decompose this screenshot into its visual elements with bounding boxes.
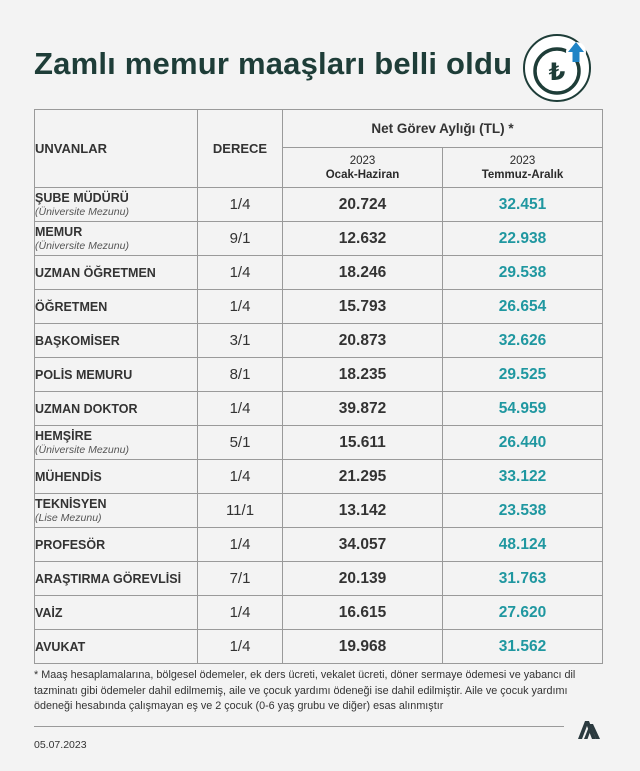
salary-jan-jun-cell: 18.235 xyxy=(283,358,443,392)
title-note: (Üniversite Mezunu) xyxy=(35,239,129,252)
title-note: (Lise Mezunu) xyxy=(35,511,102,524)
salary-jan-jun-cell: 19.968 xyxy=(283,630,443,664)
title-text: TEKNİSYEN xyxy=(35,496,107,511)
table-row xyxy=(35,494,603,528)
salary-jul-dec-cell: 23.538 xyxy=(443,494,603,528)
title-text: POLİS MEMURU xyxy=(35,367,133,382)
title-text: VAİZ xyxy=(35,605,63,620)
salary-jul-dec-cell: 22.938 xyxy=(443,222,603,256)
table-row xyxy=(35,562,603,596)
salary-jan-jun-cell: 15.611 xyxy=(283,426,443,460)
period-year: 2023 xyxy=(349,154,376,167)
salary-jul-dec-cell: 33.122 xyxy=(443,460,603,494)
title-cell xyxy=(35,392,198,426)
title-cell xyxy=(35,256,198,290)
title-cell xyxy=(35,494,198,528)
period-name: Ocak-Haziran xyxy=(325,168,400,181)
title-text: UZMAN DOKTOR xyxy=(35,401,138,416)
title-text: MEMUR xyxy=(35,224,83,239)
degree-cell: 1/4 xyxy=(198,528,283,562)
table-row xyxy=(35,188,603,222)
publish-date: 05.07.2023 xyxy=(34,739,87,751)
title-text: ÖĞRETMEN xyxy=(35,299,108,314)
salary-jul-dec-cell: 48.124 xyxy=(443,528,603,562)
degree-cell: 8/1 xyxy=(198,358,283,392)
salary-jul-dec-cell: 54.959 xyxy=(443,392,603,426)
title-text: HEMŞİRE xyxy=(35,428,92,443)
salary-jul-dec-cell: 32.451 xyxy=(443,188,603,222)
salary-jul-dec-cell: 26.440 xyxy=(443,426,603,460)
table-row xyxy=(35,256,603,290)
table-row xyxy=(35,426,603,460)
column-header-title: UNVANLAR xyxy=(35,110,198,188)
salary-jul-dec-cell: 29.525 xyxy=(443,358,603,392)
salary-jan-jun-cell: 20.139 xyxy=(283,562,443,596)
lira-up-arrow-icon xyxy=(521,32,593,104)
table-row xyxy=(35,630,603,664)
salary-jul-dec-cell: 27.620 xyxy=(443,596,603,630)
title-cell xyxy=(35,358,198,392)
column-header-degree: DERECE xyxy=(198,110,283,188)
salary-jan-jun-cell: 15.793 xyxy=(283,290,443,324)
period-year: 2023 xyxy=(509,154,536,167)
title-cell xyxy=(35,426,198,460)
title-cell xyxy=(35,222,198,256)
degree-cell: 1/4 xyxy=(198,596,283,630)
table-row xyxy=(35,596,603,630)
salary-table xyxy=(34,109,603,664)
title-text: BAŞKOMİSER xyxy=(35,333,120,348)
degree-cell: 1/4 xyxy=(198,392,283,426)
degree-cell: 9/1 xyxy=(198,222,283,256)
table-row xyxy=(35,324,603,358)
title-text: MÜHENDİS xyxy=(35,469,102,484)
salary-jan-jun-cell: 13.142 xyxy=(283,494,443,528)
title-cell xyxy=(35,528,198,562)
salary-jan-jun-cell: 16.615 xyxy=(283,596,443,630)
salary-jul-dec-cell: 29.538 xyxy=(443,256,603,290)
degree-cell: 1/4 xyxy=(198,290,283,324)
title-note: (Üniversite Mezunu) xyxy=(35,443,129,456)
title-cell xyxy=(35,290,198,324)
footer-divider xyxy=(34,726,564,727)
table-row xyxy=(35,460,603,494)
salary-jul-dec-cell: 32.626 xyxy=(443,324,603,358)
aa-logo-icon xyxy=(576,717,602,743)
table-row xyxy=(35,222,603,256)
title-cell xyxy=(35,188,198,222)
degree-cell: 3/1 xyxy=(198,324,283,358)
title-cell xyxy=(35,562,198,596)
title-note: (Üniversite Mezunu) xyxy=(35,205,129,218)
degree-cell: 1/4 xyxy=(198,256,283,290)
column-header-jan-jun xyxy=(283,148,443,188)
svg-text:₺: ₺ xyxy=(548,58,566,86)
title-text: PROFESÖR xyxy=(35,537,106,552)
table-row xyxy=(35,528,603,562)
salary-jul-dec-cell: 31.763 xyxy=(443,562,603,596)
table-row xyxy=(35,290,603,324)
salary-jan-jun-cell: 12.632 xyxy=(283,222,443,256)
salary-jul-dec-cell: 31.562 xyxy=(443,630,603,664)
degree-cell: 1/4 xyxy=(198,460,283,494)
title-text: UZMAN ÖĞRETMEN xyxy=(35,265,156,280)
title-cell xyxy=(35,630,198,664)
title-cell xyxy=(35,460,198,494)
degree-cell: 7/1 xyxy=(198,562,283,596)
page-title: Zamlı memur maaşları belli oldu xyxy=(34,46,513,81)
degree-cell: 5/1 xyxy=(198,426,283,460)
title-cell xyxy=(35,324,198,358)
degree-cell: 11/1 xyxy=(198,494,283,528)
period-name: Temmuz-Aralık xyxy=(481,168,564,181)
salary-jan-jun-cell: 21.295 xyxy=(283,460,443,494)
table-row xyxy=(35,358,603,392)
title-text: ARAŞTIRMA GÖREVLİSİ xyxy=(35,571,182,586)
salary-jan-jun-cell: 20.724 xyxy=(283,188,443,222)
column-header-jul-dec xyxy=(443,148,603,188)
degree-cell: 1/4 xyxy=(198,188,283,222)
salary-jan-jun-cell: 18.246 xyxy=(283,256,443,290)
salary-jan-jun-cell: 34.057 xyxy=(283,528,443,562)
salary-jan-jun-cell: 20.873 xyxy=(283,324,443,358)
salary-jan-jun-cell: 39.872 xyxy=(283,392,443,426)
column-header-net-salary: Net Görev Aylığı (TL) * xyxy=(283,110,603,148)
footnote: * Maaş hesaplamalarına, bölgesel ödemeler, ek ders ücreti, vekalet ücreti, döner sermaye ödemesi ve yabancı dil tazminatı gibi ödemeler dahil edilmemiş, aile ve çocuk yardımı ödeneği ise dahil edilmiştir. Aile ve çocuk yardımı ödeneği hesabında çalışmayan eş ve 2 çocuk (0-6 yaş grubu ve diğer) esas alınmıştır xyxy=(34,669,576,712)
degree-cell: 1/4 xyxy=(198,630,283,664)
title-text: ŞUBE MÜDÜRÜ xyxy=(35,190,129,205)
table-row xyxy=(35,392,603,426)
salary-jul-dec-cell: 26.654 xyxy=(443,290,603,324)
title-text: AVUKAT xyxy=(35,639,86,654)
title-cell xyxy=(35,596,198,630)
